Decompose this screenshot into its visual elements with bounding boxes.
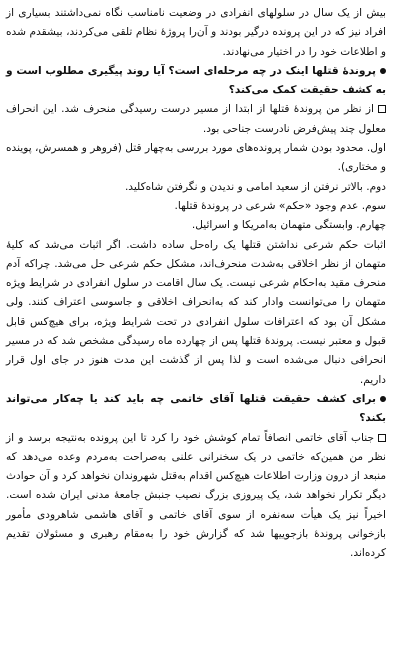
- answer-2-text: جناب آقای خاتمی انصافاً تمام کوشش خود را کرد تا این پرونده به‌نتیجه برسد و از نظر من همین‌که خاتمی در یک سخنرانی علنی به‌صراحت به‌مردم وعده می‌دهد که منبعد از درون وزارت اطلاعات هیچ‌کس اقدام به‌قتل شهروندان نخواهد کرد و آن حوادث دیگر تکرار نخواهد شد، یک پیروزی بزرگ نصیب جنبش جامعهٔ مدنی ایران شده است. اخیراً نیز یک هیأت سه‌نفره از سوی آقای خاتمی و آقای هاشمی شاهرودی مأمور بازخوانی پروندهٔ بازجوییها شد که گزارش خود را به‌مقام رهبری و مسئولان تقدیم کرده‌اند.: [6, 431, 386, 560]
- list-item-4: چهارم. وابستگی متهمان به‌امریکا و اسرائیل.: [191, 219, 386, 232]
- list-item-2: دوم. بالاتر نرفتن از سعید امامی و ندیدن و نگرفتن شاه‌کلید.: [124, 180, 386, 193]
- question-1: [6, 62, 386, 101]
- paragraph-intro: بیش از یک سال در سلولهای انفرادی در وضعیت نامناسب نگاه نمی‌داشتند بسیاری از افراد نیز که در این پرونده درگیر بودند و آن‌را پروژهٔ نظام تلقی می‌کردند، بیشقدم شده و اطلاعات خود را در اختیار می‌نهادند.: [6, 7, 386, 58]
- question-1-text: پروندهٔ قتلها اینک در چه مرحله‌ای است؟ آیا روند پیگیری مطلوب است و به کشف حقیقت کمک می‌کند؟: [6, 64, 386, 97]
- question-2-text: برای کشف حقیقت قتلها آقای خاتمی چه باید کند یا چه‌کار می‌تواند بکند؟: [6, 392, 386, 425]
- answer-1: [6, 100, 386, 139]
- square-bullet-icon: [378, 434, 386, 442]
- answer-1-text: از نظر من پروندهٔ قتلها از ابتدا از مسیر درست رسیدگی منحرف شد. این انحراف معلول چند پیش‌فرض نادرست جناحی بود.: [6, 103, 386, 135]
- bullet-icon: [380, 396, 386, 402]
- bullet-icon: [380, 68, 386, 74]
- answer-2: [6, 429, 386, 564]
- square-bullet-icon: [378, 105, 386, 113]
- list-item-3: سوم. عدم وجود «حکم» شرعی در پروندهٔ قتلها.: [174, 199, 386, 212]
- list-item-1: اول. محدود بودن شمار پرونده‌های مورد بررسی به‌چهار قتل (فروهر و همسرش، پوینده و مختاری).: [6, 142, 386, 174]
- paragraph-proof: اثبات حکم شرعی نداشتن قتلها یک راه‌حل ساده داشت. اگر اثبات می‌شد که کلیهٔ متهمان از نظر اخلاقی به‌شدت منحرف‌اند، مشکل حکم شرعی حل می‌شد. چراکه آدم منحرف مقید به‌احکام شرعی نیست. یک سال اقامت در سلول انفرادی در شرایط ویژه متهمان را می‌توانست وادار کند که به‌انحراف اخلاقی و جاسوسی اعتراف کنند. ولی مشکل آن بود که اعترافات سلول انفرادی در تحت شرایط ویژه، برای هیچ‌کس قابل قبول و معتبر نیست. پروندهٔ قتلها پس از چهارده ماه رسیدگی مشخص شد که در مسیر انحرافی دنبال می‌شده است و لذا پس از گذشت این مدت هنوز در جای اول قرار داریم.: [6, 238, 386, 386]
- question-2: [6, 390, 386, 429]
